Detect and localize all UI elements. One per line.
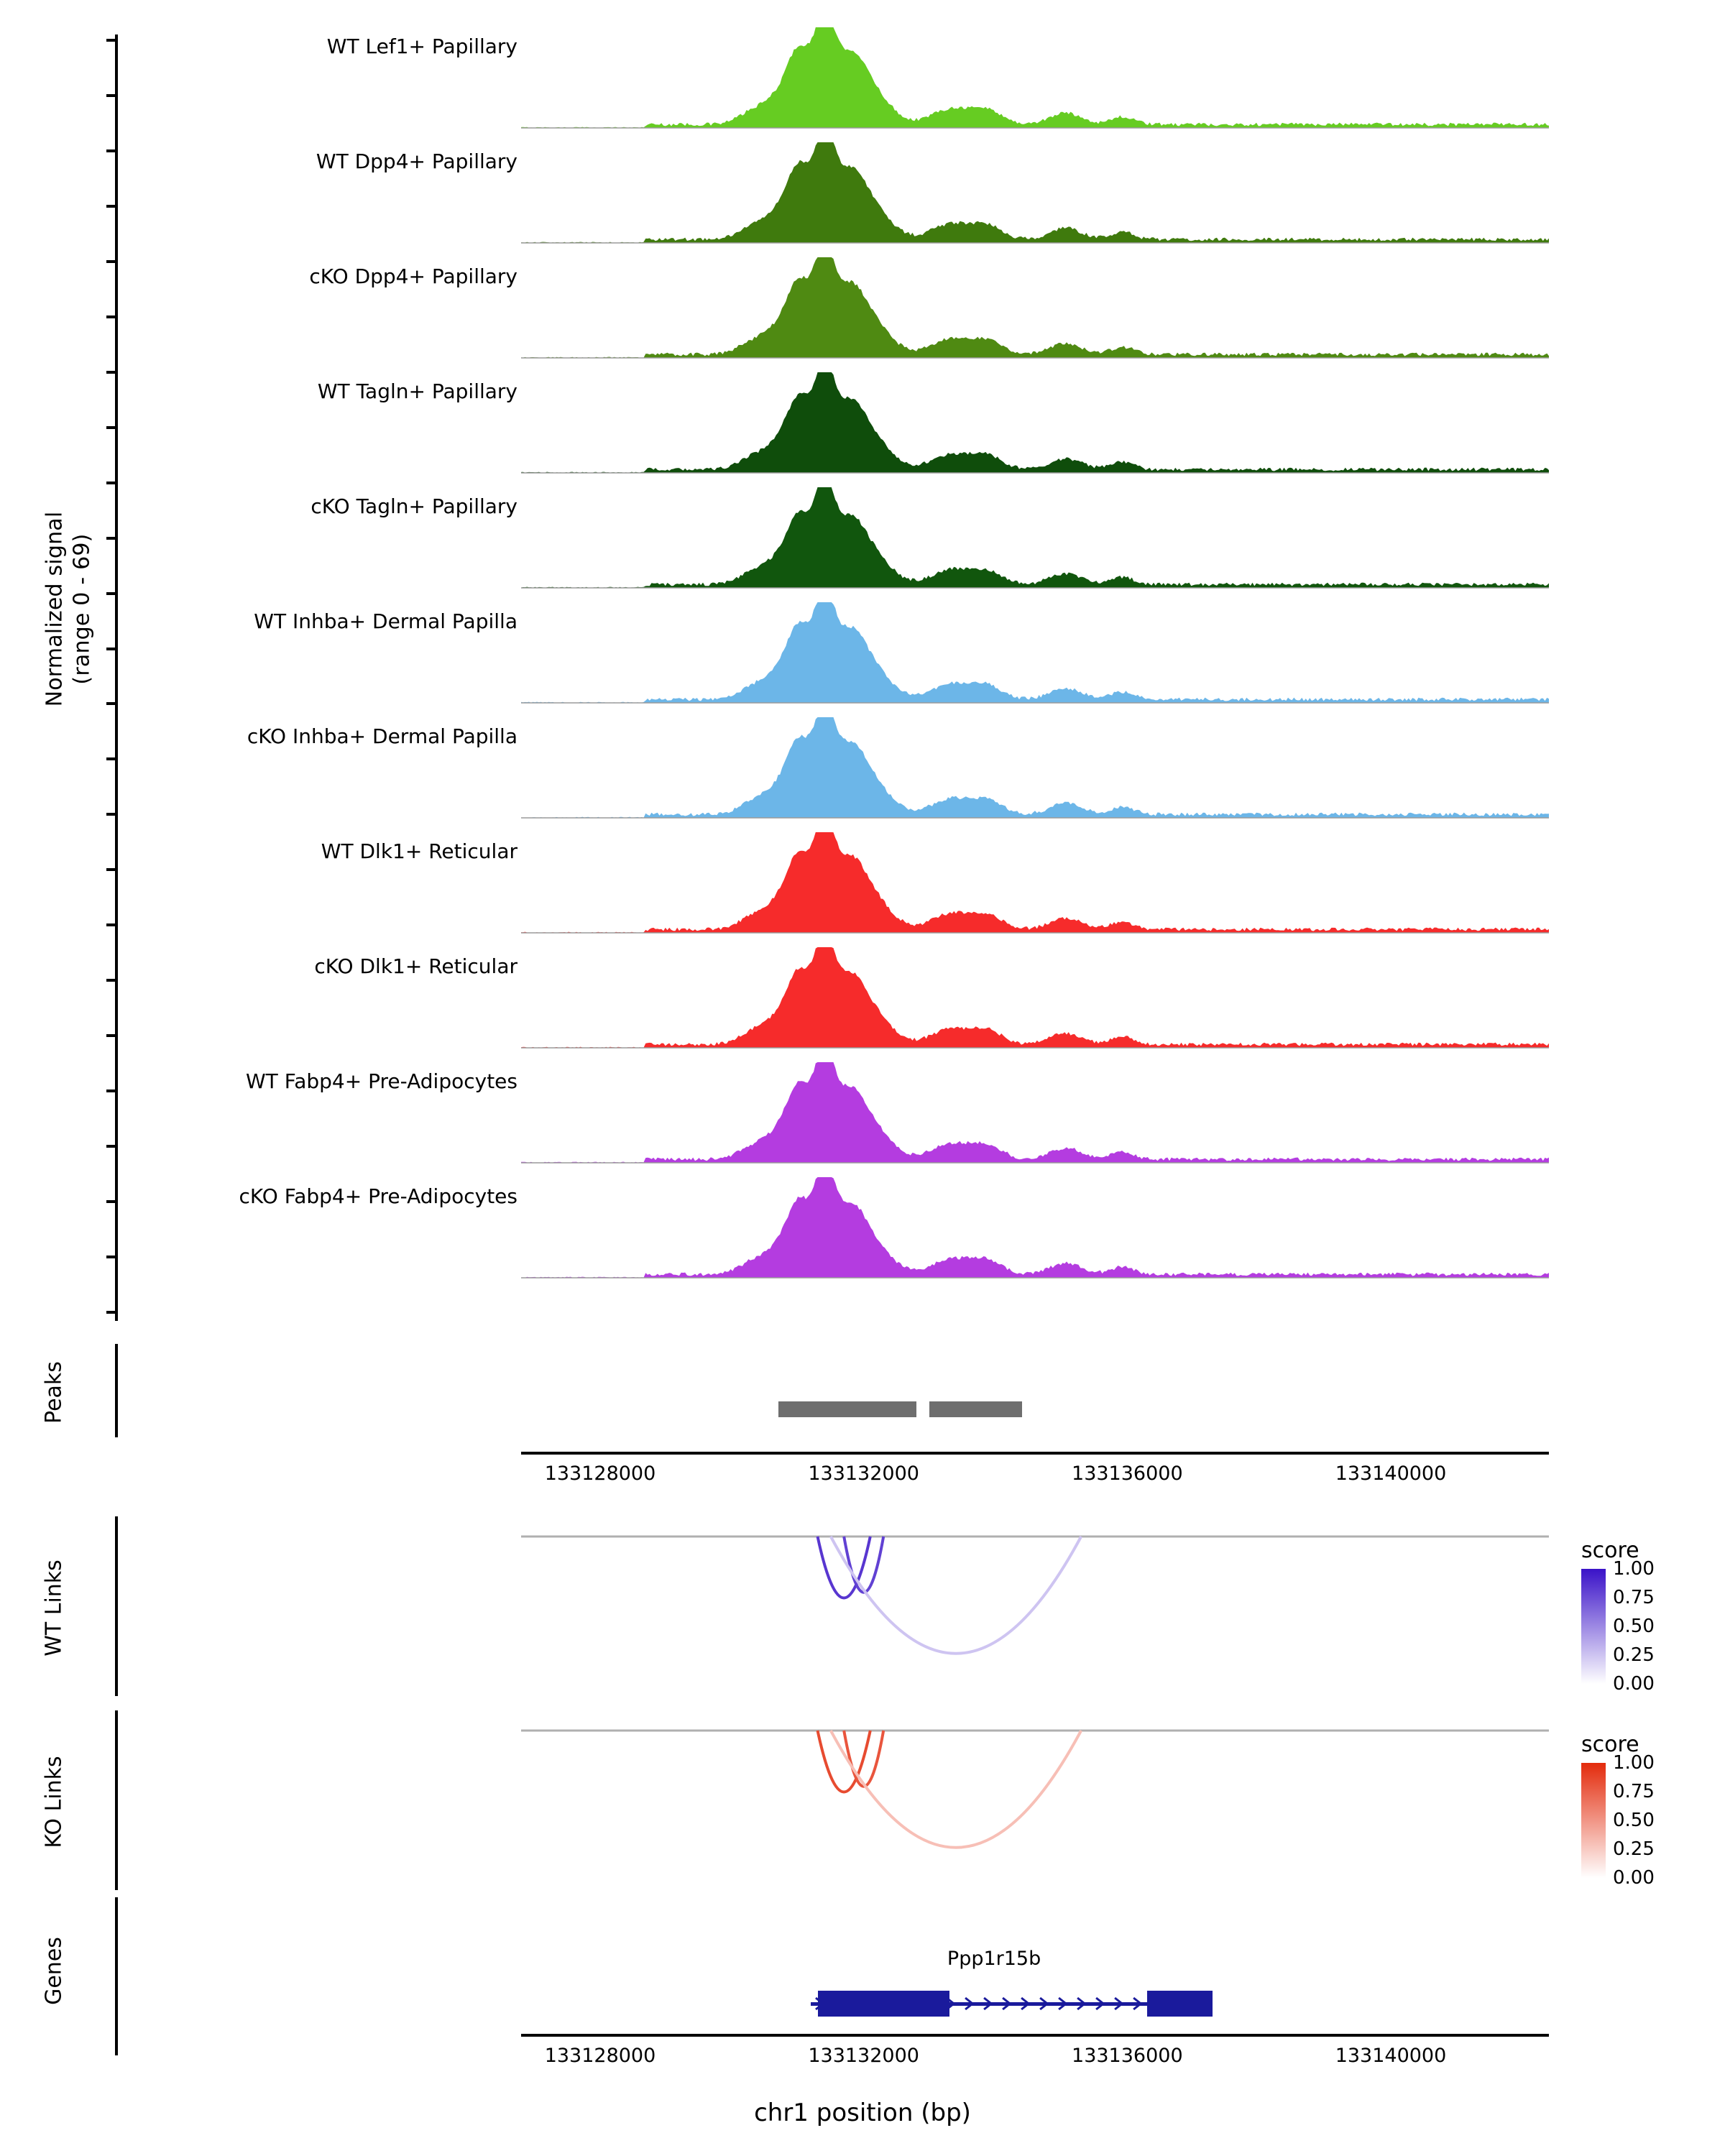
y-axis-tick <box>106 426 118 429</box>
y-axis-tick <box>106 1311 118 1314</box>
coverage-track <box>129 137 1567 252</box>
track-signal-plot <box>521 826 1549 941</box>
track-signal-plot <box>521 711 1549 826</box>
y-axis-line <box>115 34 118 1321</box>
track-signal-plot <box>521 137 1549 252</box>
wt-links-legend <box>1581 1538 1725 1695</box>
coverage-track <box>129 711 1567 826</box>
y-axis-tick <box>106 813 118 816</box>
x-axis-tick-label: 133128000 <box>544 2045 656 2067</box>
x-axis-tick-label: 133136000 <box>1072 2045 1183 2067</box>
y-axis-tick <box>106 482 118 484</box>
y-axis-tick <box>106 979 118 982</box>
y-axis-tick <box>106 1034 118 1037</box>
track-signal-plot <box>521 596 1549 711</box>
y-axis-tick <box>106 1145 118 1148</box>
wt-links-plot <box>521 1516 1549 1696</box>
x-axis-bottom <box>521 2034 1549 2037</box>
wt-legend-tick-2: 0.75 <box>1613 1587 1655 1608</box>
track-signal-plot <box>521 22 1549 137</box>
peaks-axis-line <box>115 1344 118 1437</box>
gene-label: Ppp1r15b <box>947 1948 1041 1970</box>
wt-legend-tick-5: 0.00 <box>1613 1673 1655 1695</box>
y-axis-tick <box>106 1256 118 1258</box>
y-axis-tick <box>106 537 118 540</box>
coverage-track <box>129 941 1567 1056</box>
gene-exon <box>1147 1991 1213 2017</box>
wt-legend-tick-1: 1.00 <box>1613 1558 1655 1580</box>
ko-legend-colorbar <box>1581 1763 1606 1878</box>
track-signal-plot <box>521 1056 1549 1171</box>
peaks-panel-title: Peaks <box>41 1361 67 1424</box>
y-axis-tick <box>106 371 118 374</box>
x-axis-label: chr1 position (bp) <box>754 2099 971 2127</box>
genes-axis-line <box>115 1897 118 2055</box>
track-signal-plot <box>521 941 1549 1056</box>
wt-legend-tick-3: 0.50 <box>1613 1616 1655 1637</box>
ko-links-axis-line <box>115 1710 118 1890</box>
ko-legend-tick-2: 0.75 <box>1613 1781 1655 1802</box>
track-label: cKO Fabp4+ Pre-Adipocytes <box>239 1184 518 1208</box>
wt-links-panel <box>0 1516 1725 1696</box>
track-label: cKO Dpp4+ Papillary <box>309 264 518 288</box>
coverage-track <box>129 1171 1567 1286</box>
coverage-track <box>129 482 1567 596</box>
track-label: WT Dpp4+ Papillary <box>316 149 518 173</box>
track-label: cKO Dlk1+ Reticular <box>314 954 518 978</box>
y-axis-tick <box>106 648 118 650</box>
peak-region <box>929 1401 1021 1417</box>
y-axis-label-line1: Normalized signal <box>42 511 68 707</box>
track-label: WT Lef1+ Papillary <box>326 34 518 58</box>
ko-legend-tick-4: 0.25 <box>1613 1838 1655 1860</box>
peak-region <box>778 1401 917 1417</box>
ko-links-legend <box>1581 1732 1725 1889</box>
coverage-track <box>129 367 1567 482</box>
track-label: WT Dlk1+ Reticular <box>321 839 518 863</box>
wt-legend-tick-4: 0.25 <box>1613 1644 1655 1666</box>
y-axis-label <box>42 387 96 832</box>
ko-legend-tick-1: 1.00 <box>1613 1752 1655 1774</box>
wt-legend-colorbar <box>1581 1569 1606 1684</box>
ko-links-plot <box>521 1710 1549 1890</box>
ko-links-panel-title: KO Links <box>41 1756 67 1848</box>
y-axis-tick <box>106 757 118 760</box>
track-label: cKO Inhba+ Dermal Papilla <box>247 724 518 748</box>
y-axis-tick <box>106 205 118 208</box>
gene-exon <box>818 1991 949 2017</box>
x-axis-tick-label: 133136000 <box>1072 1462 1183 1485</box>
x-axis-top <box>521 1452 1549 1455</box>
ko-legend-tick-3: 0.50 <box>1613 1810 1655 1831</box>
ko-links-panel <box>0 1710 1725 1890</box>
coverage-track <box>129 826 1567 941</box>
x-axis-tick-label: 133132000 <box>808 2045 919 2067</box>
y-axis-tick <box>106 1200 118 1203</box>
coverage-track <box>129 22 1567 137</box>
y-axis-tick <box>106 592 118 595</box>
coverage-track <box>129 596 1567 711</box>
track-signal-plot <box>521 252 1549 367</box>
genes-panel <box>0 1897 1725 2156</box>
y-axis-tick <box>106 315 118 318</box>
track-label: WT Fabp4+ Pre-Adipocytes <box>246 1069 518 1093</box>
y-axis-tick <box>106 260 118 263</box>
y-axis-tick <box>106 39 118 42</box>
y-axis-tick <box>106 868 118 871</box>
wt-links-axis-line <box>115 1516 118 1696</box>
y-axis-label-line2: (range 0 - 69) <box>69 533 94 685</box>
track-signal-plot <box>521 367 1549 482</box>
track-signal-plot <box>521 482 1549 596</box>
x-axis-tick-label: 133140000 <box>1335 2045 1447 2067</box>
x-axis-tick-label: 133140000 <box>1335 1462 1447 1485</box>
y-axis-tick <box>106 94 118 97</box>
x-axis-tick-label: 133132000 <box>808 1462 919 1485</box>
track-label: WT Tagln+ Papillary <box>317 379 518 403</box>
coverage-track <box>129 252 1567 367</box>
y-axis-tick <box>106 1089 118 1092</box>
x-axis-tick-label: 133128000 <box>544 1462 656 1485</box>
coverage-track <box>129 1056 1567 1171</box>
y-axis-tick <box>106 149 118 152</box>
ko-legend-tick-5: 0.00 <box>1613 1867 1655 1889</box>
y-axis-tick <box>106 702 118 705</box>
track-signal-plot <box>521 1171 1549 1286</box>
coverage-tracks-panel <box>0 22 1725 1330</box>
peaks-panel <box>0 1337 1725 1485</box>
track-label: WT Inhba+ Dermal Papilla <box>254 609 518 633</box>
genes-panel-title: Genes <box>41 1937 67 2005</box>
wt-links-panel-title: WT Links <box>41 1560 67 1657</box>
y-axis-tick <box>106 923 118 926</box>
track-label: cKO Tagln+ Papillary <box>310 494 518 518</box>
wt-legend-title: score <box>1581 1538 1639 1563</box>
ko-legend-title: score <box>1581 1732 1639 1757</box>
